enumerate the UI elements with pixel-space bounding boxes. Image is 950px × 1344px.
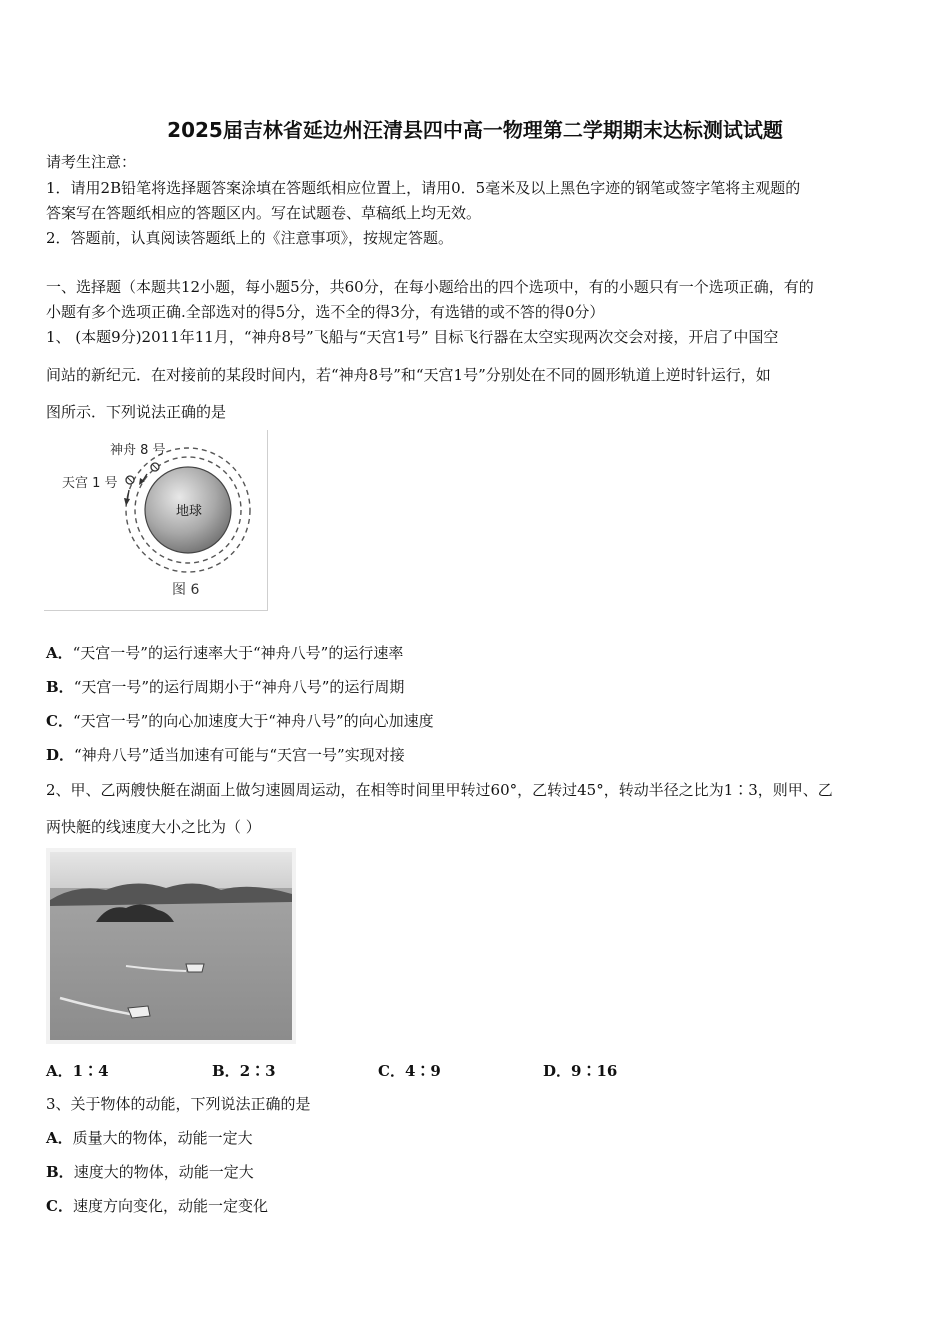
q3-option-c	[46, 1196, 268, 1216]
sky	[50, 852, 292, 888]
question-2-line-1: 2、甲、乙两艘快艇在湖面上做匀速圆周运动，在相等时间里甲转过60°，乙转过45°，转动半径之比为1∶3，则甲、乙	[46, 781, 833, 799]
q2-option-b-key: B．	[212, 1062, 240, 1080]
q2-option-c-key: C．	[378, 1062, 405, 1080]
orbit-diagram	[44, 430, 267, 610]
notice-item-1-line-1: 1．请用2B铅笔将选择题答案涂填在答题纸相应位置上，请用0．5毫米及以上黑色字迹的钢笔或签字笔将主观题的	[46, 179, 801, 197]
q1-option-d-text: “神舟八号”适当加速有可能与“天宫一号”实现对接	[74, 746, 405, 764]
notice-heading: 请考生注意：	[46, 153, 137, 171]
q3-option-a-text: 质量大的物体，动能一定大	[72, 1129, 253, 1147]
page-title: 2025届吉林省延边州汪清县四中高一物理第二学期期末达标测试试题	[167, 118, 783, 142]
q3-option-a-key: A．	[46, 1129, 73, 1147]
q2-option-a-key: A．	[46, 1062, 73, 1080]
q1-option-b-text: “天宫一号”的运行周期小于“神舟八号”的运行周期	[73, 678, 405, 696]
q1-option-c-text: “天宫一号”的向心加速度大于“神舟八号”的向心加速度	[72, 712, 434, 730]
q2-option-c-text: 4∶9	[404, 1062, 441, 1080]
q1-option-a	[46, 643, 403, 663]
question-1-line-1: 1、 (本题9分)2011年11月，“神舟8号”飞船与“天宫1号” 目标飞行器在太空实现两次交会对接，开启了中国空	[46, 328, 779, 346]
notice-item-1-line-2: 答案写在答题纸相应的答题区内。写在试题卷、草稿纸上均无效。	[46, 204, 482, 222]
question-1-line-2: 间站的新纪元．在对接前的某段时间内，若“神舟8号”和“天宫1号”分别处在不同的圆形轨道上逆时针运行，如	[46, 366, 771, 384]
q1-option-c	[46, 711, 434, 731]
q2-option-b	[212, 1060, 276, 1081]
q3-option-b-key: B．	[46, 1163, 74, 1181]
q2-option-a	[46, 1060, 109, 1081]
notice-item-2: 2．答题前，认真阅读答题纸上的《注意事项》，按规定答题。	[46, 229, 454, 247]
question-3-stem: 3、关于物体的动能，下列说法正确的是	[46, 1095, 311, 1113]
earth-label: 地球	[176, 504, 203, 519]
q1-option-d	[46, 745, 405, 765]
tiangong-label: 天宫 1 号	[62, 476, 118, 491]
q1-option-a-text: “天宫一号”的运行速率大于“神舟八号”的运行速率	[72, 644, 404, 662]
q2-option-d	[543, 1060, 617, 1081]
section-instructions-line-2: 小题有多个选项正确.全部选对的得5分，选不全的得3分，有选错的或不答的得0分）	[46, 303, 605, 321]
orbit-figure	[44, 430, 268, 611]
q3-option-c-key: C．	[46, 1197, 73, 1215]
q2-option-a-text: 1∶4	[72, 1062, 109, 1080]
q1-option-c-key: C．	[46, 712, 73, 730]
q1-option-a-key: A．	[46, 644, 73, 662]
section-instructions-line-1: 一、选择题（本题共12小题，每小题5分，共60分，在每小题给出的四个选项中，有的小题只有一个选项正确，有的	[46, 278, 814, 296]
boat-1	[186, 964, 204, 972]
q3-option-b-text: 速度大的物体，动能一定大	[73, 1163, 254, 1181]
lake-photo-image	[46, 848, 296, 1044]
tiangong-arrow-head	[124, 498, 130, 506]
q3-option-a	[46, 1128, 253, 1148]
figure-caption: 图 6	[172, 582, 200, 598]
q2-option-d-text: 9∶16	[571, 1062, 618, 1080]
question-1-line-3: 图所示．下列说法正确的是	[46, 403, 227, 421]
q1-option-d-key: D．	[46, 746, 75, 764]
q1-option-b-key: B．	[46, 678, 74, 696]
q2-option-c	[378, 1060, 441, 1081]
q2-option-b-text: 2∶3	[239, 1062, 276, 1080]
q3-option-b	[46, 1162, 254, 1182]
lake-photo	[46, 848, 296, 1044]
q3-option-c-text: 速度方向变化，动能一定变化	[72, 1197, 268, 1215]
boat-2	[128, 1006, 150, 1018]
question-2-line-2: 两快艇的线速度大小之比为（ ）	[46, 818, 261, 836]
q1-option-b	[46, 677, 404, 697]
q2-option-d-key: D．	[543, 1062, 572, 1080]
shenzhou-label: 神舟 8 号	[110, 443, 166, 458]
